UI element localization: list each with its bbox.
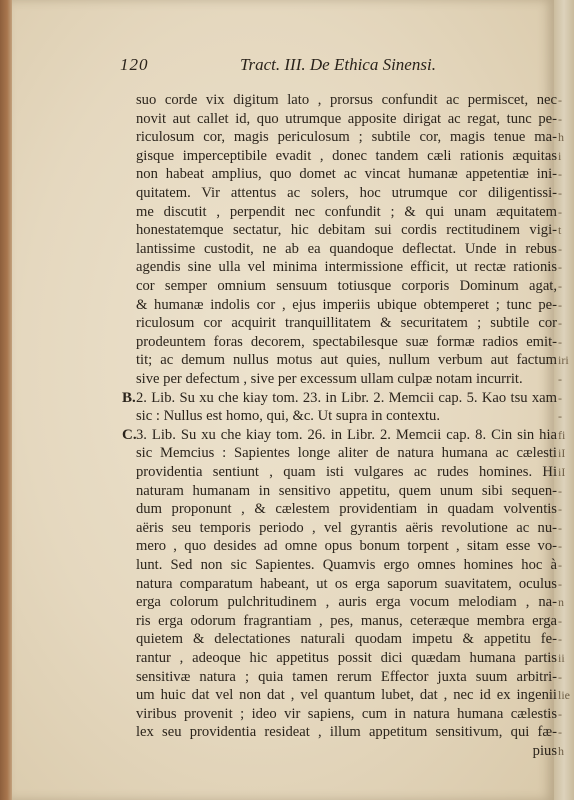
text-line: sic : Nullus est homo, qui, &c. Ut supra in contextu. <box>136 408 441 425</box>
text-line: suo corde vix digitum lato , prorsus confundit ac permiscet, nec <box>136 92 557 108</box>
facing-page-glyph: - <box>558 632 562 647</box>
facing-page-glyph: - <box>558 204 562 219</box>
facing-page-glyph: - <box>558 409 562 424</box>
text-line: agendis sine ulla vel minima intermissione efficit, ut rectæ rationis <box>136 259 557 276</box>
facing-page-glyph: - <box>558 167 562 182</box>
text-line: 3. Lib. Su xu che kiay tom. 26. in Libr. 2. Memcii cap. 8. Cin sin hia <box>136 426 557 443</box>
text-line: lex seu providentia resideat , illum appetitum sensitivum, qui fæ- <box>136 724 557 741</box>
facing-page-glyph: - <box>558 186 562 200</box>
text-line: prodeuntem foras decorem, spectabilesque suæ formæ radios emit- <box>136 333 557 350</box>
facing-page-glyph: n <box>558 595 564 610</box>
text-line: tit; ac demum nullus motus aut quies, nullum verbum aut factum <box>136 352 557 369</box>
text-line: erga colorum pulchritudinem , auris erga vocum melodiam , na- <box>136 594 557 611</box>
text-line: um huic dat vel non dat , vel quantum lubet, dat , nec id ex ingenii <box>136 687 557 704</box>
facing-page-glyph: - <box>558 279 562 293</box>
text-line: riculosum cor acquirit tranquillitatem & securitatem ; subtile cor <box>136 315 557 332</box>
facing-page-glyph: - <box>558 576 562 591</box>
facing-page-glyph: ii <box>558 651 565 665</box>
facing-page-glyph: fi <box>558 427 566 442</box>
text-line: cor semper omnium sensuum totiusque corporis Dominum agat, <box>136 278 557 294</box>
text-line: honestatemque sectatur, hic debitam sui cordis rectitudinem vigi- <box>136 222 557 239</box>
text-line: providentia sentiunt , quam isti vulgares ac rudes homines. Hi <box>136 464 557 480</box>
facing-page-glyph: t <box>558 223 562 238</box>
facing-page-glyph: h <box>558 130 564 145</box>
note-marker: B. <box>122 389 136 406</box>
text-line: 2. Lib. Su xu che kiay tom. 23. in Libr. 2. Memcii cap. 5. Kao tsu xam <box>136 389 557 406</box>
text-line: non habeat amplius, quo domet ac vincat humanæ appetentiæ ini- <box>136 166 557 183</box>
catchword: pius <box>532 743 557 759</box>
text-line: sensitivæ natura ; quia tamen rerum Effector juxta suum arbitri- <box>136 668 557 685</box>
text-line: lunt. Sed non sic Sapientes. Quamvis ergo omnes homines hoc à <box>136 557 557 573</box>
book-spine-edge <box>0 0 12 800</box>
text-line: sic Memcius : Sapientes longe aliter de natura humana ac cælesti <box>136 445 557 462</box>
facing-page-glyph: iI <box>558 446 566 461</box>
note-marker: C. <box>122 426 137 443</box>
text-line: quietem & delectationes naturali quodam impetu & appetitu fe- <box>136 631 557 648</box>
facing-page-glyph: - <box>558 334 562 349</box>
text-line: gisque imperceptibile evadit , donec tandem cæli rationis æquitas <box>136 147 557 164</box>
text-line: rantur , adeoque hic appetitus possit dici quædam humana partis <box>136 650 557 666</box>
facing-page-glyph: - <box>558 372 562 386</box>
facing-page-glyph: - <box>558 390 562 405</box>
facing-page-glyph: - <box>558 669 562 684</box>
facing-page-glyph: - <box>558 539 562 554</box>
text-line: mero , quo desides ad omne opus bonum torpent , sitam esse vo- <box>136 538 557 555</box>
facing-page-glyph: iri <box>558 353 569 368</box>
text-line: viribus provenit ; ideo vir sapiens, cum in natura humana cælestis <box>136 705 557 722</box>
facing-page-glyph: - <box>558 483 562 498</box>
text-line: riculosum cor, magis periculosum ; subtile cor, magis tenue ma- <box>136 129 557 146</box>
text-line: naturam humanam in sensitivo appetitu, quem unum sibi sequen- <box>136 482 557 499</box>
facing-page-glyph: iI <box>558 465 566 479</box>
text-line: quitatem. Vir attentus ac solers, hoc utrumque cor diligentissi- <box>136 185 557 201</box>
facing-page-glyph: - <box>558 241 562 256</box>
facing-page-glyph: - <box>558 520 562 535</box>
text-line: & humanæ indolis cor , ejus imperiis ubique obtemperet ; tunc pe- <box>136 296 557 313</box>
facing-page-glyph: - <box>558 260 562 275</box>
facing-page-glyph: i <box>558 148 562 163</box>
facing-page-glyph: - <box>558 558 562 572</box>
facing-page-glyph: - <box>558 706 562 721</box>
facing-page-glyph: - <box>558 725 562 740</box>
facing-page-glyph: - <box>558 502 562 517</box>
text-line: lantissime custodit, ne ab ea quandoque deflectat. Unde in rebus <box>136 240 557 257</box>
running-head: Tract. III. De Ethica Sinensi. <box>240 55 436 74</box>
facing-page-glyph: lie <box>558 688 570 703</box>
text-line: aëris seu temporis periodo , vel gyrantis aëris revolutione ac nu- <box>136 519 557 536</box>
facing-page-glyph: - <box>558 613 562 628</box>
text-line: dum proponunt , & cælestem providentiam in quadam volventis <box>136 501 557 518</box>
text-line: ris erga odorum fragrantiam , pes, manus, ceteræque membra erga <box>136 612 557 629</box>
text-line: novit aut callet id, quo utrumque apposite dirigat ac regat, tunc pe- <box>136 110 557 127</box>
facing-page-glyph: - <box>558 111 562 126</box>
facing-page-glyph: - <box>558 93 562 107</box>
facing-page-glyph: - <box>558 297 562 312</box>
page-number: 120 <box>120 55 149 74</box>
text-line: natura comparatum habeant, ut os erga saporum suavitatem, oculus <box>136 575 557 592</box>
facing-page-glyph: h <box>558 744 564 758</box>
text-line: me discutit , perpendit nec confundit ; & qui unam æquitatem <box>136 203 557 220</box>
facing-page-glyph: - <box>558 316 562 331</box>
page-header <box>120 55 460 79</box>
text-line: sive per defectum , sive per excessum ullam culpæ notam incurrit. <box>136 371 523 387</box>
